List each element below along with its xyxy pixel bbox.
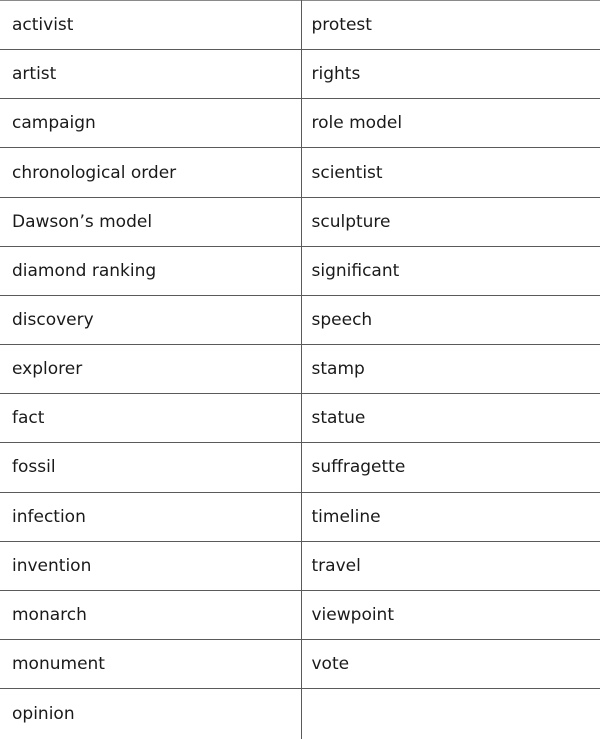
word-cell-right: speech (301, 295, 600, 344)
word-cell-left: monarch (0, 590, 301, 639)
word-cell-left: explorer (0, 345, 301, 394)
table-row (0, 541, 600, 590)
word-cell-right: significant (301, 246, 600, 295)
word-cell-left: opinion (0, 689, 301, 739)
word-cell-right: viewpoint (301, 590, 600, 639)
word-cell-right: scientist (301, 148, 600, 197)
word-cell-right: travel (301, 541, 600, 590)
table-row (0, 1, 600, 50)
word-cell-right: timeline (301, 492, 600, 541)
word-cell-left: invention (0, 541, 301, 590)
word-cell-right: statue (301, 394, 600, 443)
table-row (0, 99, 600, 148)
table-row (0, 640, 600, 689)
table-row (0, 394, 600, 443)
table-row (0, 345, 600, 394)
table-row (0, 197, 600, 246)
word-cell-left: activist (0, 1, 301, 50)
table-row (0, 50, 600, 99)
word-cell-left: fossil (0, 443, 301, 492)
word-cell-right: protest (301, 1, 600, 50)
word-cell-right: vote (301, 640, 600, 689)
word-cell-left: fact (0, 394, 301, 443)
word-cell-right: sculpture (301, 197, 600, 246)
word-cell-left: artist (0, 50, 301, 99)
table-row (0, 590, 600, 639)
word-cell-left: infection (0, 492, 301, 541)
table-row (0, 148, 600, 197)
table-row (0, 443, 600, 492)
word-cell-left: discovery (0, 295, 301, 344)
word-cell-left: chronological order (0, 148, 301, 197)
table-row (0, 492, 600, 541)
table-row (0, 295, 600, 344)
table-row (0, 689, 600, 739)
table-row (0, 246, 600, 295)
word-cell-left: Dawson’s model (0, 197, 301, 246)
word-cell-right: suffragette (301, 443, 600, 492)
word-cell-left: monument (0, 640, 301, 689)
word-cell-right-empty (301, 689, 600, 739)
word-cell-left: campaign (0, 99, 301, 148)
word-cell-right: role model (301, 99, 600, 148)
word-cell-right: rights (301, 50, 600, 99)
word-cell-left: diamond ranking (0, 246, 301, 295)
word-cell-right: stamp (301, 345, 600, 394)
vocabulary-table-body (0, 1, 600, 739)
